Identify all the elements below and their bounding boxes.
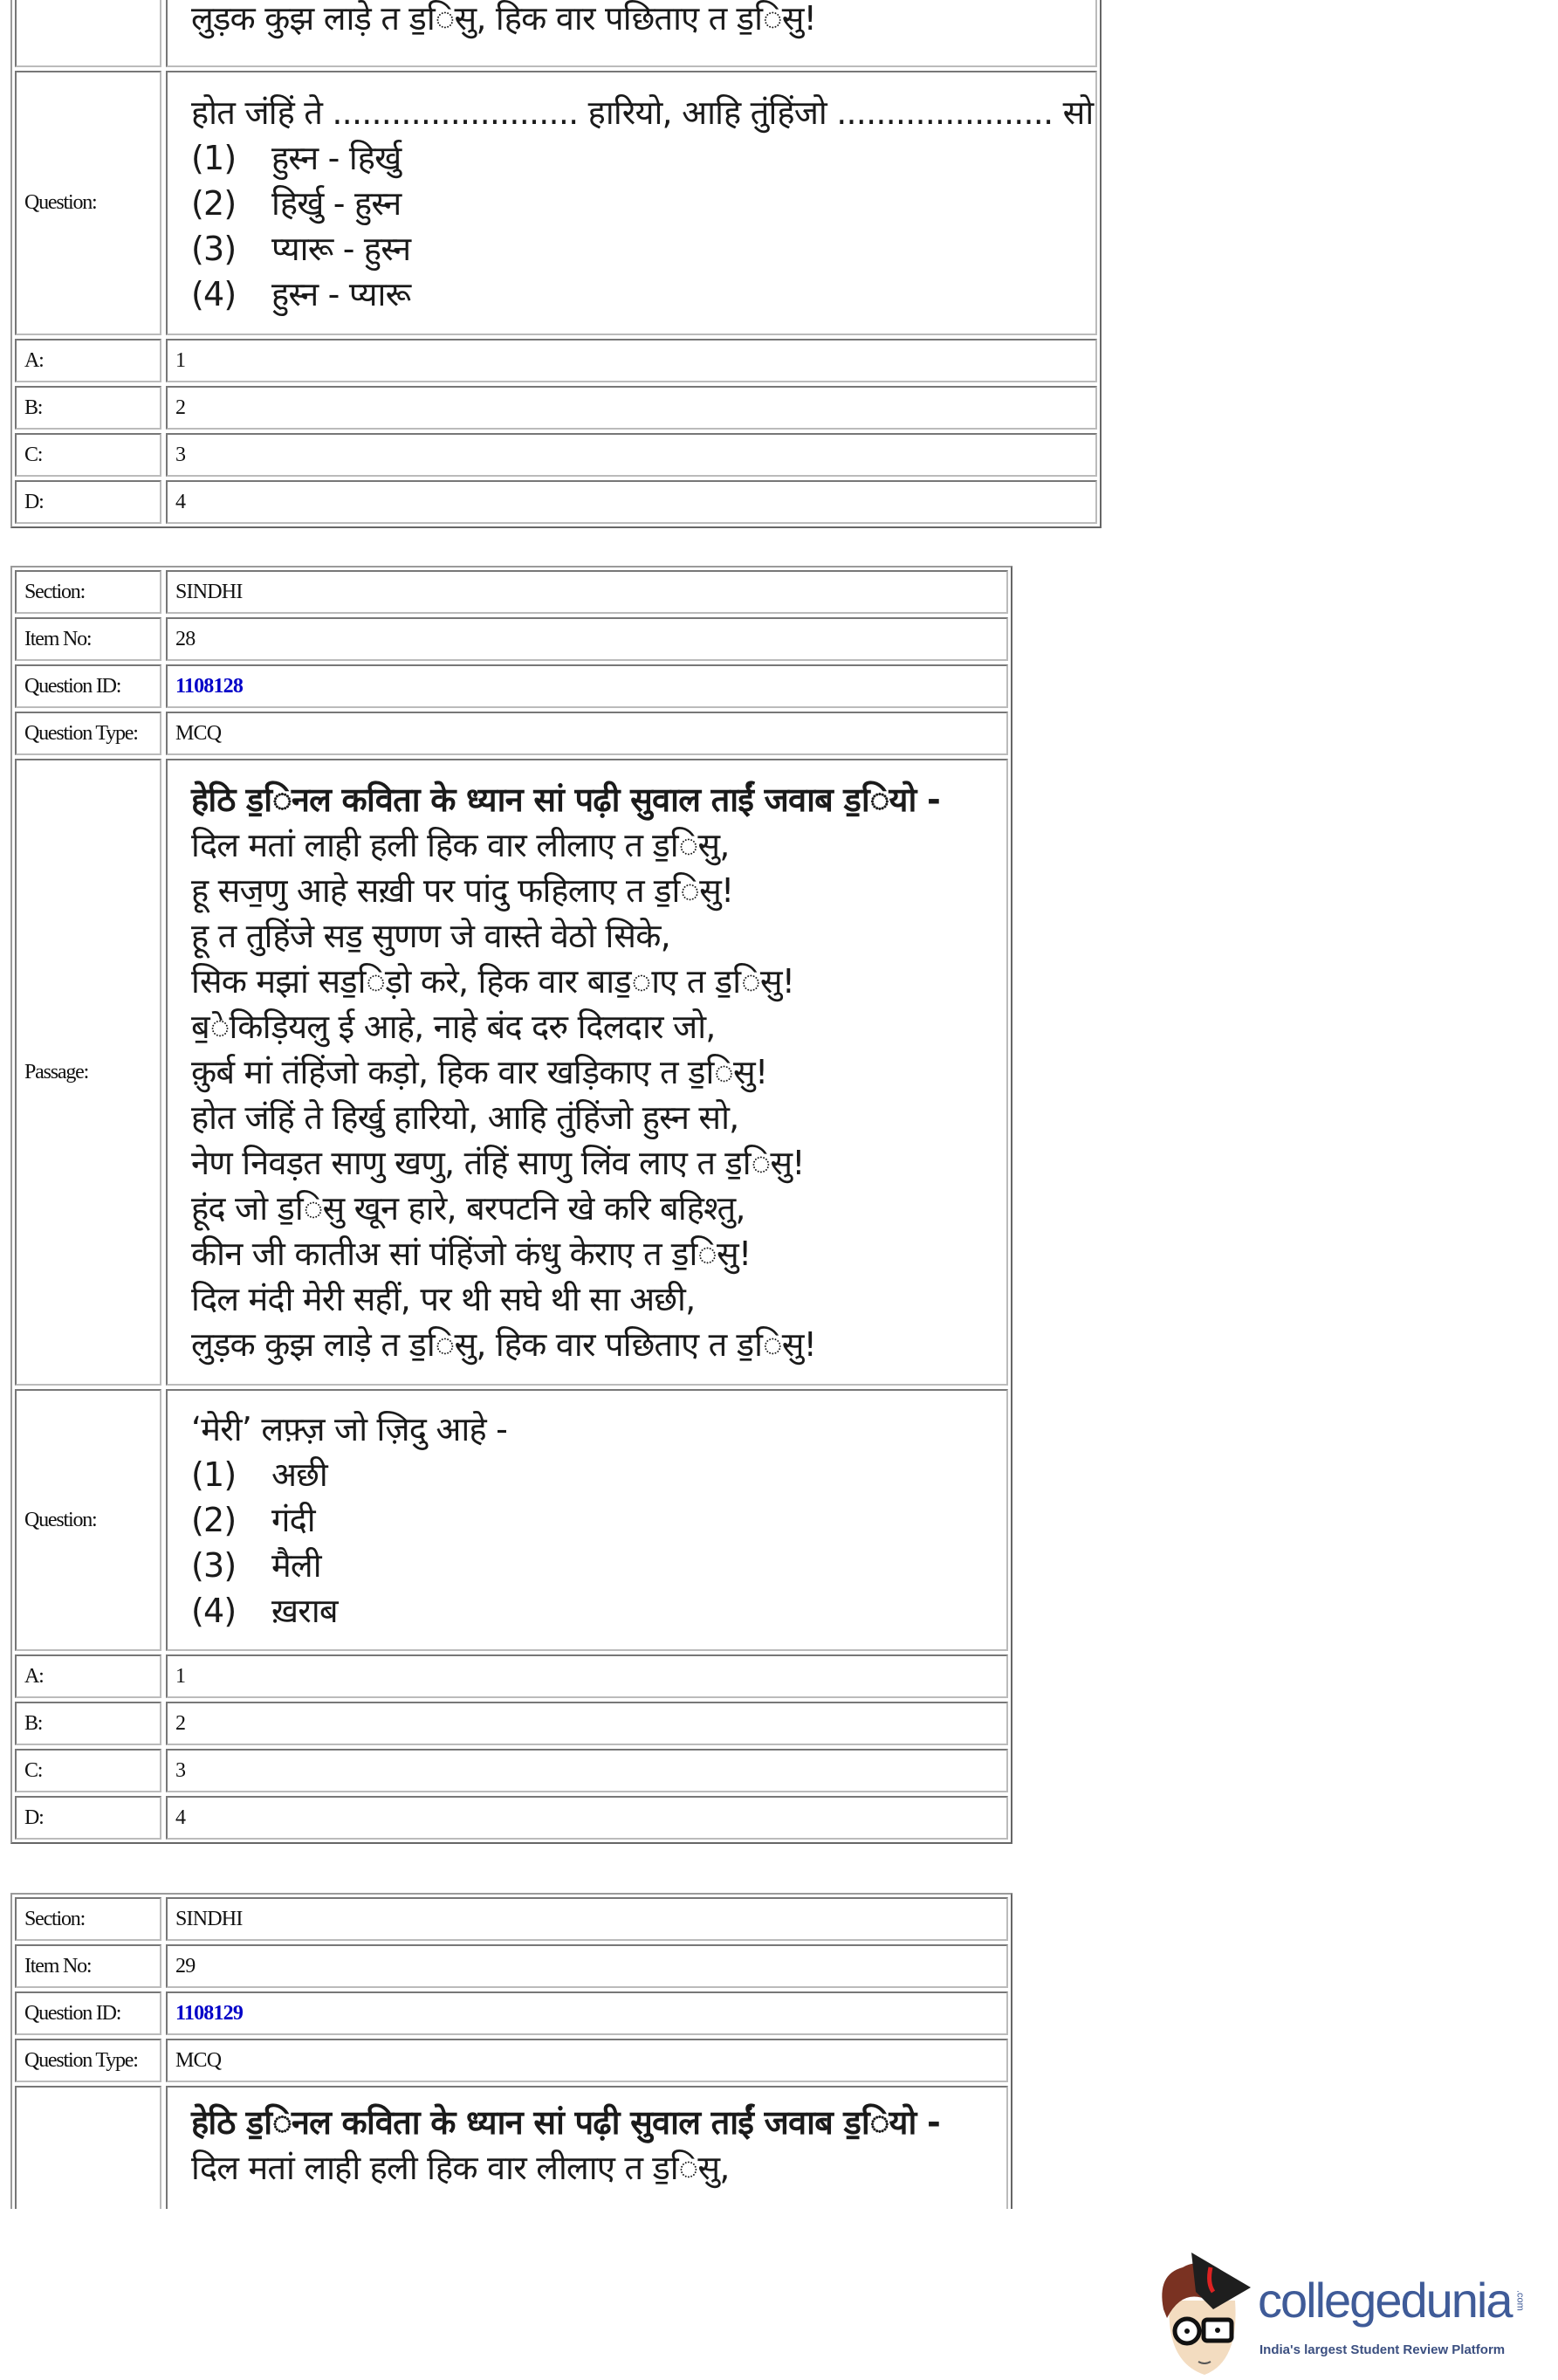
question-row — [15, 71, 1097, 335]
field-value: SINDHI — [175, 1907, 243, 1930]
option-number: (4) — [191, 274, 237, 313]
option-2 — [175, 1497, 315, 1543]
question-table-2 — [10, 566, 1012, 1844]
option-text: प्यारू - हुस्न — [271, 229, 411, 268]
question-id-row-value — [166, 1991, 1008, 2035]
question-type-row-label: Question Type: — [15, 2039, 161, 2082]
option-text: हुस्न - प्यारू — [271, 274, 411, 313]
passage-row-label — [15, 2086, 161, 2209]
question-type-row — [15, 712, 1008, 755]
question-row-label: Question: — [15, 71, 161, 335]
passage-line: नेण निवड़त साणु खणु, तंहिं साणु लिंव लाए त ड॒िसु! — [191, 1144, 805, 1182]
option-number: (2) — [191, 183, 237, 223]
passage-heading: हेठि ड॒िनल कविता के ध्यान सां पढ़ी सुवाल ताईं जवाब ड॒ियो - — [191, 781, 940, 819]
passage-line: दिल मतां लाही हली हिक वार लीलाए त ड॒िसु, — [191, 2149, 730, 2187]
item-no-row-value — [166, 1944, 1008, 1988]
option-number: (1) — [191, 138, 237, 177]
option-number: (2) — [191, 1501, 237, 1539]
answer-row-d-value — [166, 1796, 1008, 1840]
question-text: ‘मेरी’ लफ़्ज़ जो ज़िदु आहे - — [191, 1410, 508, 1448]
passage-line: लुड़क कुझ लाड़े त ड॒िसु, हिक वार पछिताए त ड॒िसु! — [191, 0, 817, 38]
field-value: 2 — [175, 1711, 186, 1735]
option-text: गंदी — [271, 1501, 315, 1539]
field-value: 4 — [175, 490, 186, 513]
answer-row-c-label: C: — [15, 433, 161, 477]
passage-line: दिल मतां लाही हली हिक वार लीलाए त ड॒िसु, — [191, 826, 730, 864]
option-number: (3) — [191, 229, 237, 268]
question-id-value: 1108128 — [175, 674, 244, 698]
item-no-row-value — [166, 617, 1008, 661]
passage-line: हू सज॒णु आहे सख़ी पर पांदु फहिलाए त ड॒िसु! — [191, 871, 734, 910]
section-row-label: Section: — [15, 570, 161, 614]
answer-row-a — [15, 339, 1097, 382]
field-value: 4 — [175, 1806, 186, 1829]
question-row-value — [166, 71, 1097, 335]
answer-row-b-label: B: — [15, 386, 161, 430]
option-text: अछी — [271, 1455, 327, 1494]
question-id-row — [15, 1991, 1008, 2035]
question-row-value — [166, 1389, 1008, 1651]
option-number: (4) — [191, 1592, 237, 1630]
answer-row-c — [15, 433, 1097, 477]
answer-row-d-label: D: — [15, 480, 161, 524]
answer-row-b-label: B: — [15, 1702, 161, 1745]
item-no-row-label: Item No: — [15, 1944, 161, 1988]
answer-row-b — [15, 386, 1097, 430]
answer-row-a-label: A: — [15, 339, 161, 382]
question-table-1 — [10, 0, 1102, 528]
answer-row-c-value — [166, 1749, 1008, 1792]
answer-row-a-value — [166, 1654, 1008, 1698]
answer-row-c-value — [166, 433, 1097, 477]
passage-row-value — [166, 2086, 1008, 2209]
collegedunia-logo — [1148, 2248, 1558, 2379]
passage-row — [15, 2086, 1008, 2209]
field-value: MCQ — [175, 721, 222, 745]
field-value: SINDHI — [175, 580, 243, 603]
option-4 — [175, 1588, 338, 1634]
section-row-value — [166, 570, 1008, 614]
question-id-row-label: Question ID: — [15, 664, 161, 708]
question-id-row-value — [166, 664, 1008, 708]
answer-row-a-label: A: — [15, 1654, 161, 1698]
question-text: होत जंहिं ते ......................... हारियो, आहि तुंहिंजो ...................... सो — [191, 93, 1094, 132]
answer-row-d-label: D: — [15, 1796, 161, 1840]
option-text: मैली — [271, 1546, 321, 1585]
field-value: MCQ — [175, 2048, 222, 2072]
item-no-row-label: Item No: — [15, 617, 161, 661]
answer-row-b-value — [166, 386, 1097, 430]
passage-row-label — [15, 0, 161, 67]
question-type-row — [15, 2039, 1008, 2082]
answer-row-d — [15, 1796, 1008, 1840]
option-1 — [175, 135, 401, 181]
option-text: हिर्खु - हुस्न — [271, 183, 402, 223]
logo-suffix: .com — [1514, 2290, 1526, 2311]
option-3 — [175, 226, 410, 272]
passage-line: ब॒ेकिड़ियलु ई आहे, नाहे बंद दरु दिलदार जो, — [191, 1008, 716, 1046]
passage-row-value — [166, 759, 1008, 1386]
question-type-row-value — [166, 2039, 1008, 2082]
answer-row-c — [15, 1749, 1008, 1792]
option-number: (3) — [191, 1546, 237, 1585]
field-value: 29 — [175, 1954, 196, 1978]
item-no-row — [15, 1944, 1008, 1988]
passage-heading: हेठि ड॒िनल कविता के ध्यान सां पढ़ी सुवाल ताईं जवाब ड॒ियो - — [191, 2103, 940, 2142]
passage-line: दिल मंदी मेरी सहीं, पर थी सघे थी सा अछी, — [191, 1280, 696, 1318]
option-2 — [175, 181, 401, 226]
passage-line: लुड़क कुझ लाड़े त ड॒िसु, हिक वार पछिताए त ड॒िसु! — [191, 1325, 817, 1364]
option-4 — [175, 272, 410, 317]
answer-row-a-value — [166, 339, 1097, 382]
answer-row-b — [15, 1702, 1008, 1745]
passage-row-value — [166, 0, 1097, 67]
option-1 — [175, 1452, 327, 1497]
section-row — [15, 570, 1008, 614]
question-row-label: Question: — [15, 1389, 161, 1651]
passage-row-label: Passage: — [15, 759, 161, 1386]
answer-row-d-value — [166, 480, 1097, 524]
field-value: 1 — [175, 348, 186, 372]
question-id-row-label: Question ID: — [15, 1991, 161, 2035]
answer-row-d — [15, 480, 1097, 524]
logo-brandline — [1258, 2271, 1525, 2330]
passage-row — [15, 0, 1097, 67]
passage-line: क़ुर्ब मां तंहिंजो कड़ो, हिक वार खड़िकाए त ड॒िसु! — [191, 1053, 768, 1091]
section-row-label: Section: — [15, 1897, 161, 1941]
field-value: 3 — [175, 1758, 186, 1782]
question-table-3 — [10, 1893, 1012, 2209]
passage-row — [15, 759, 1008, 1386]
option-3 — [175, 1543, 321, 1588]
field-value: 1 — [175, 1664, 186, 1688]
passage-line: होत जंहिं ते हिर्खु हारियो, आहि तुंहिंजो हुस्न सो, — [191, 1098, 739, 1137]
student-mascot-icon — [1148, 2248, 1257, 2379]
field-value: 2 — [175, 396, 186, 419]
question-type-row-value — [166, 712, 1008, 755]
logo-brand: collegedunia — [1258, 2273, 1512, 2328]
section-row-value — [166, 1897, 1008, 1941]
answer-row-b-value — [166, 1702, 1008, 1745]
answer-row-c-label: C: — [15, 1749, 161, 1792]
question-type-row-label: Question Type: — [15, 712, 161, 755]
logo-tagline: India's largest Student Review Platform — [1259, 2342, 1506, 2357]
option-text: हुस्न - हिर्खु — [271, 138, 402, 177]
option-text: ख़राब — [271, 1592, 338, 1630]
option-number: (1) — [191, 1455, 237, 1494]
passage-line: हू त तुहिंजे सड॒ सुणण जे वास्ते वेठो सिके, — [191, 917, 670, 955]
question-id-value: 1108129 — [175, 2001, 244, 2025]
field-value: 3 — [175, 443, 186, 466]
passage-line: हूंद जो ड॒िसु खून हारे, बरपटनि खे करि बहिश्तु, — [191, 1189, 745, 1228]
item-no-row — [15, 617, 1008, 661]
section-row — [15, 1897, 1008, 1941]
passage-line: कीन जी कातीअ सां पंहिंजो कंधु केराए त ड॒िसु! — [191, 1235, 752, 1273]
answer-row-a — [15, 1654, 1008, 1698]
question-row — [15, 1389, 1008, 1651]
field-value: 28 — [175, 627, 196, 650]
question-id-row — [15, 664, 1008, 708]
passage-line: सिक मझां सड॒िड़ो करे, हिक वार बाड॒ाए त ड॒िसु! — [191, 962, 795, 1001]
